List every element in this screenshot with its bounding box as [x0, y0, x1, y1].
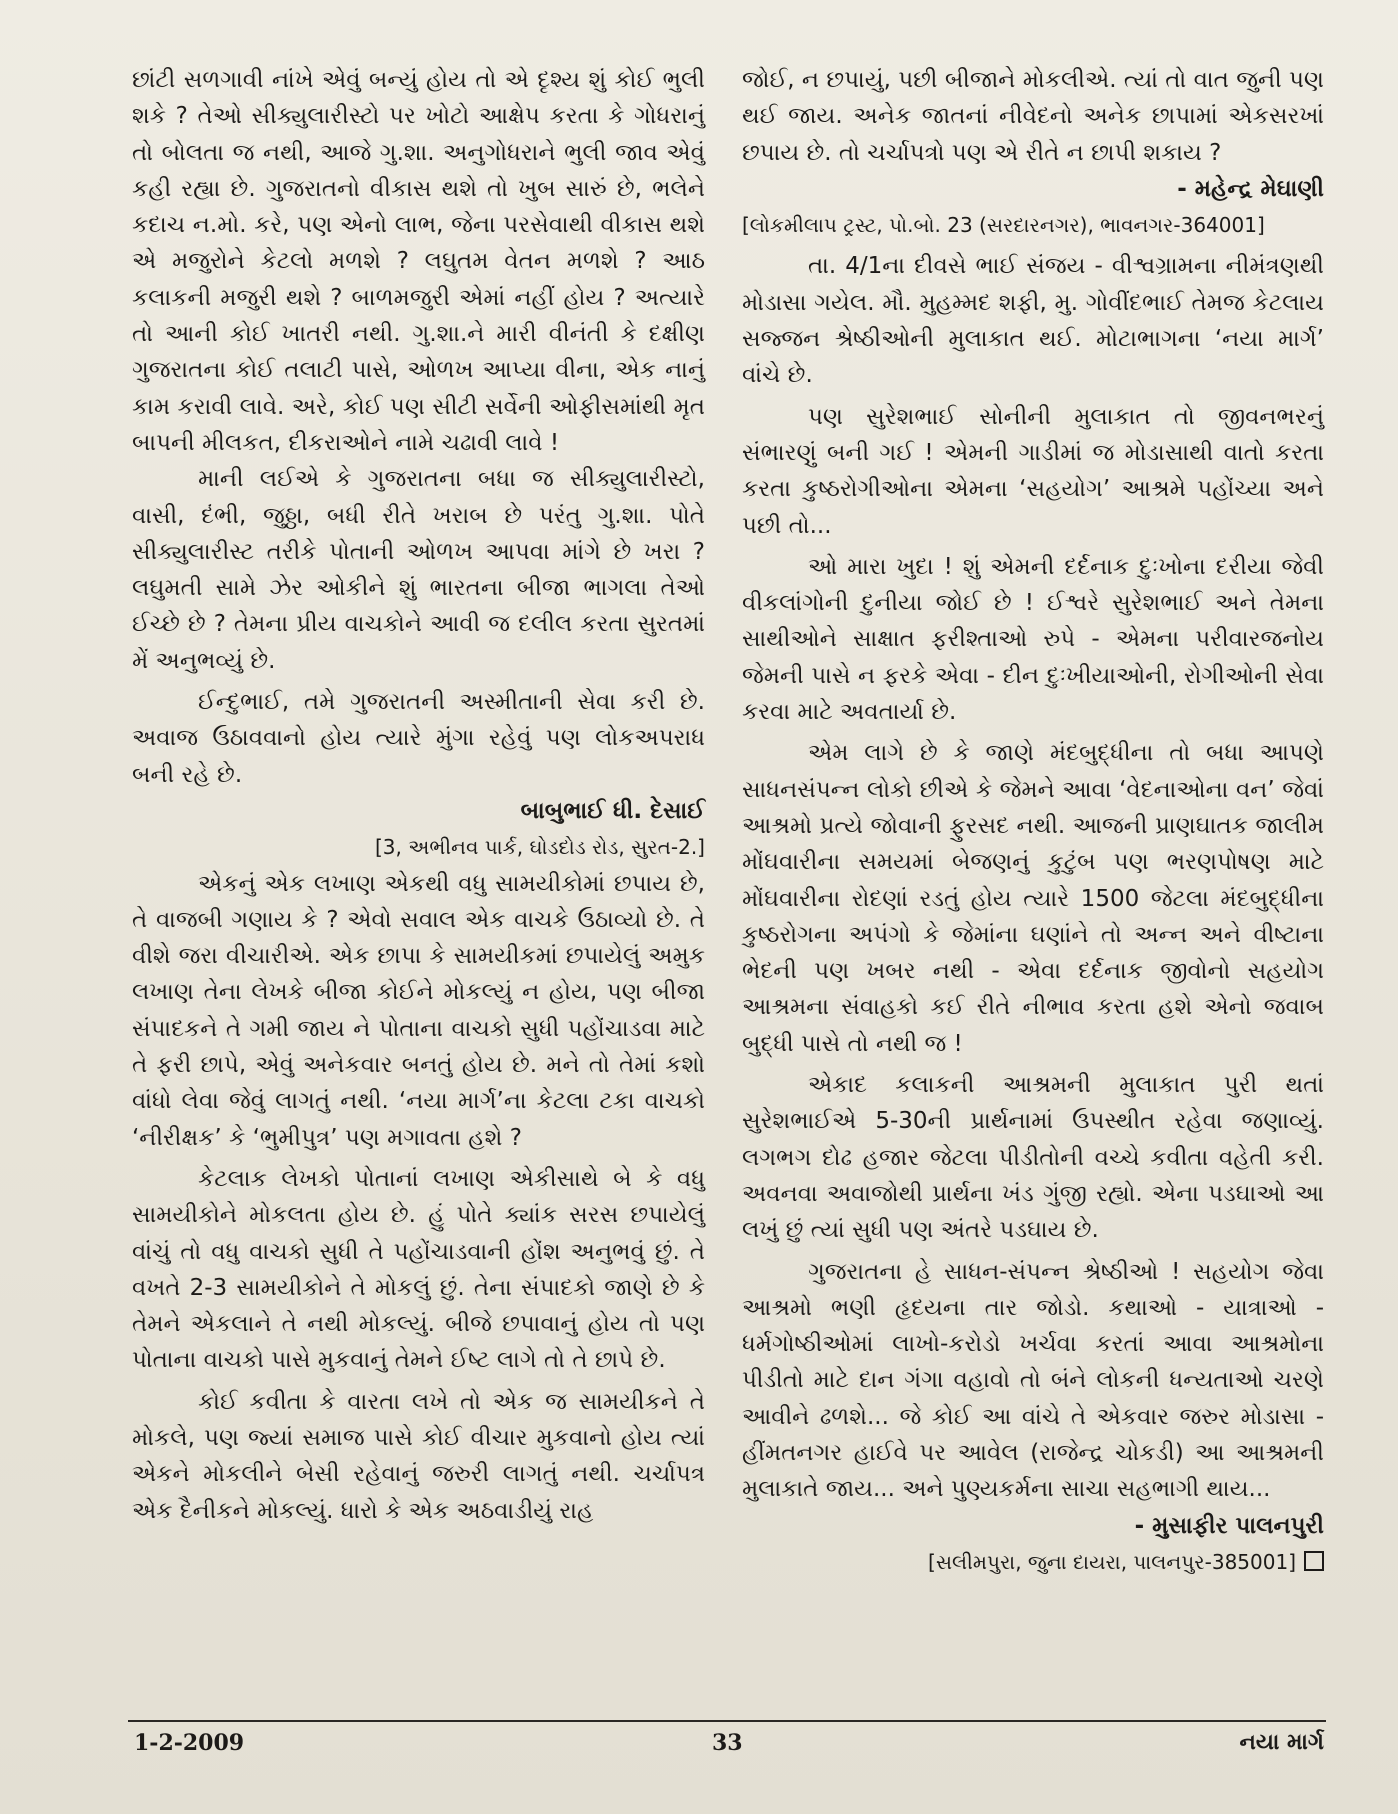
- paragraph: એકનું એક લખાણ એકથી વધુ સામયીકોમાં છપાય છે, તે વાજબી ગણાય કે ? એવો સવાલ એક વાચકે ઉઠાવ્યો છે. તે વીશે જરા વીચારીએ. એક છાપા કે સામયીકમાં છપાયેલું અમુક લખાણ તેના લેખકે બીજા કોઈને મોકલ્યું ન હોય, પણ બીજા સંપાદકને તે ગમી જાય ને પોતાના વાચકો સુધી પહોંચાડવા માટે તે ફરી છાપે, એવું અનેકવાર બનતું હોય છે. મને તો તેમાં કશો વાંધો લેવા જેવું લાગતું નથી. ‘નયા માર્ગ’ના કેટલા ટકા વાચકો ‘નીરીક્ષક’ કે ‘ભુમીપુત્ર’ પણ મગાવતા હશે ?: [132, 870, 705, 1151]
- author-signature: - મહેન્દ્ર મેઘાણી: [1177, 175, 1324, 202]
- paragraph: તા. 4/1ના દીવસે ભાઈ સંજય - વીશ્વગ્રામના નીમંત્રણથી મોડાસા ગયેલ. મૌ. મુહમ્મદ શફી, મુ. ગોવીંદભાઈ તેમજ કેટલાય સજ્જન શ્રેષ્ઠીઓની મુલાકાત થઈ. મોટાભાગના ‘નયા માર્ગ’ વાંચે છે.: [742, 253, 1324, 389]
- paragraph: ઈન્દુભાઈ, તમે ગુજરાતની અસ્મીતાની સેવા કરી છે. અવાજ ઉઠાવવાનો હોય ત્યારે મુંગા રહેવું પણ લોકઅપરાધ બની રહે છે.: [132, 689, 705, 788]
- paragraph: છાંટી સળગાવી નાંખે એવું બન્યું હોય તો એ દૃશ્ય શું કોઈ ભુલી શકે ? તેઓ સીક્યુલારીસ્ટો પર ખોટો આક્ષેપ કરતા કે ગોધરાનું તો બોલતા જ નથી, આજે ગુ.શા. અનુગોધરાને ભુલી જાવ એવું કહી રહ્યા છે. ગુજરાતનો વીકાસ થશે તો ખુબ સારું છે, ભલેને કદાચ ન.મો. કરે, પણ એનો લાભ, જેના પરસેવાથી વીકાસ થશે એ મજુરોને કેટલો મળશે ? લઘુતમ વેતન મળશે ? આઠ કલાકની મજુરી થશે ? બાળમજુરી એમાં નહીં હોય ? અત્યારે તો આની કોઈ ખાતરી નથી. ગુ.શા.ને મારી વીનંતી કે દક્ષીણ ગુજરાતના કોઈ તલાટી પાસે, ઓળખ આપ્યા વીના, એક નાનું કામ કરાવી લાવે. અરે, કોઈ પણ સીટી સર્વેની ઓફીસમાંથી મૃત બાપની મીલકત, દીકરાઓને નામે ચઢાવી લાવે !: [132, 67, 705, 456]
- page-number: 33: [712, 1730, 743, 1756]
- end-mark-icon: [1304, 1551, 1324, 1571]
- author-address: [લોકમીલાપ ટ્રસ્ટ, પો.બો. 23 (સરદારનગર), ભાવનગર-364001]: [742, 213, 1265, 238]
- footer-rule: [128, 1720, 1326, 1722]
- author-address: [સલીમપુરા, જુના દાયરા, પાલનપુર-385001]: [928, 1549, 1296, 1574]
- paragraph: કોઈ કવીતા કે વારતા લખે તો એક જ સામયીકને તે મોકલે, પણ જ્યાં સમાજ પાસે કોઈ વીચાર મુકવાનો હોય ત્યાં એકને મોકલીને બેસી રહેવાનું જરુરી લાગતું નથી. ચર્ચાપત્ર એક દૈનીકને મોકલ્યું. ધારો કે એક અઠવાડીયું રાહ: [132, 1388, 705, 1524]
- issue-date: 1-2-2009: [134, 1730, 245, 1756]
- paragraph: એકાદ કલાકની આશ્રમની મુલાકાત પુરી થતાં સુરેશભાઈએ 5-30ની પ્રાર્થનામાં ઉપસ્થીત રહેવા જણાવ્યું. લગભગ દોઢ હજાર જેટલા પીડીતોની વચ્ચે કવીતા વહેતી કરી. અવનવા અવાજોથી પ્રાર્થના ખંડ ગુંજી રહ્યો. એના પડઘાઓ આ લખું છું ત્યાં સુધી પણ અંતરે પડઘાય છે.: [742, 1072, 1324, 1244]
- paragraph: એમ લાગે છે કે જાણે મંદબુદ્ધીના તો બધા આપણે સાધનસંપન્ન લોકો છીએ કે જેમને આવા ‘વેદનાઓના વન’ જેવાં આશ્રમો પ્રત્યે જોવાની ફુરસદ નથી. આજની પ્રાણઘાતક જાલીમ મોંઘવારીના સમયમાં બેજણનું કુટુંબ પણ ભરણપોષણ માટે મોંઘવારીના રોદણાં રડતું હોય ત્યારે 1500 જેટલા મંદબુદ્ધીના કુષ્ઠરોગના અપંગો કે જેમાંના ઘણાંને તો અન્ન અને વીષ્ટાના ભેદની પણ ખબર નથી - એવા દર્દનાક જીવોનો સહયોગ આશ્રમના સંવાહકો કઈ રીતે નીભાવ કરતા હશે એનો જવાબ બુદ્ધી પાસે તો નથી જ !: [742, 740, 1324, 1057]
- paragraph: જોઈ, ન છપાયું, પછી બીજાને મોકલીએ. ત્યાં તો વાત જુની પણ થઈ જાય. અનેક જાતનાં નીવેદનો અનેક છાપામાં એકસરખાં છપાય છે. તો ચર્ચાપત્રો પણ એ રીતે ન છાપી શકાય ?: [742, 67, 1324, 166]
- author-address: [3, અભીનવ પાર્ક, ઘોડદોડ રોડ, સુરત-2.]: [375, 835, 705, 860]
- paragraph: માની લઈએ કે ગુજરાતના બધા જ સીક્યુલારીસ્ટો, વાસી, દંભી, જુઠ્ઠા, બધી રીતે ખરાબ છે પરંતુ ગુ.શા. પોતે સીક્યુલારીસ્ટ તરીકે પોતાની ઓળખ આપવા માંગે છે ખરા ? લઘુમતી સામે ઝેર ઓકીને શું ભારતના બીજા ભાગલા તેઓ ઈચ્છે છે ? તેમના પ્રીય વાચકોને આવી જ દલીલ કરતા સુરતમાં મેં અનુભવ્યું છે.: [132, 466, 705, 674]
- left-column: [132, 62, 705, 1529]
- paragraph: પણ સુરેશભાઈ સોનીની મુલાકાત તો જીવનભરનું સંભારણું બની ગઈ ! એમની ગાડીમાં જ મોડાસાથી વાતો કરતા કરતા કુષ્ઠરોગીઓના એમના ‘સહયોગ’ આશ્રમે પહોંચ્યા અને પછી તો...: [742, 403, 1324, 539]
- author-signature: બાબુભાઈ ધી. દેસાઈ: [520, 797, 705, 824]
- paragraph: કેટલાક લેખકો પોતાનાં લખાણ એકીસાથે બે કે વધુ સામયીકોને મોકલતા હોય છે. હું પોતે ક્યાંક સરસ છપાયેલું વાંચું તો વધુ વાચકો સુધી તે પહોંચાડવાની હોંશ અનુભવું છું. તે વખતે 2-3 સામયીકોને તે મોકલું છું. તેના સંપાદકો જાણે છે કે તેમને એકલાને તે નથી મોકલ્યું. બીજે છપાવાનું હોય તો પણ પોતાના વાચકો પાસે મુકવાનું તેમને ઈષ્ટ લાગે તો તે છાપે છે.: [132, 1165, 705, 1374]
- paragraph: ગુજરાતના હે સાધન-સંપન્ન શ્રેષ્ઠીઓ ! સહયોગ જેવા આશ્રમો ભણી હૃદયના તાર જોડો. કથાઓ - યાત્રાઓ - ધર્મગોષ્ઠીઓમાં લાખો-કરોડો ખર્ચવા કરતાં આવા આશ્રમોના પીડીતો માટે દાન ગંગા વહાવો તો બંને લોકની ધન્યતાઓ ચરણે આવીને ઢળશે... જે કોઈ આ વાંચે તે એકવાર જરુર મોડાસા - હીંમતનગર હાઈવે પર આવેલ (રાજેન્દ્ર ચોકડી) આ આશ્રમની મુલાકાતે જાય... અને પુણ્યકર્મના સાચા સહભાગી થાય...: [742, 1258, 1324, 1503]
- author-signature: - મુસાફીર પાલનપુરી: [1134, 1512, 1324, 1539]
- paragraph: ઓ મારા ખુદા ! શું એમની દર્દનાક દુઃખોના દરીયા જેવી વીકલાંગોની દુનીયા જોઈ છે ! ઈશ્વરે સુરેશભાઈ અને તેમના સાથીઓને સાક્ષાત ફરીશ્તાઓ રુપે - એમના પરીવારજનોય જેમની પાસે ન ફરકે એવા - દીન દુઃખીયાઓની, રોગીઓની સેવા કરવા માટે અવતાર્યા છે.: [742, 553, 1324, 726]
- right-column: [742, 62, 1324, 1580]
- author-address-line: [742, 1544, 1324, 1580]
- magazine-name: નયા માર્ગ: [1239, 1730, 1324, 1755]
